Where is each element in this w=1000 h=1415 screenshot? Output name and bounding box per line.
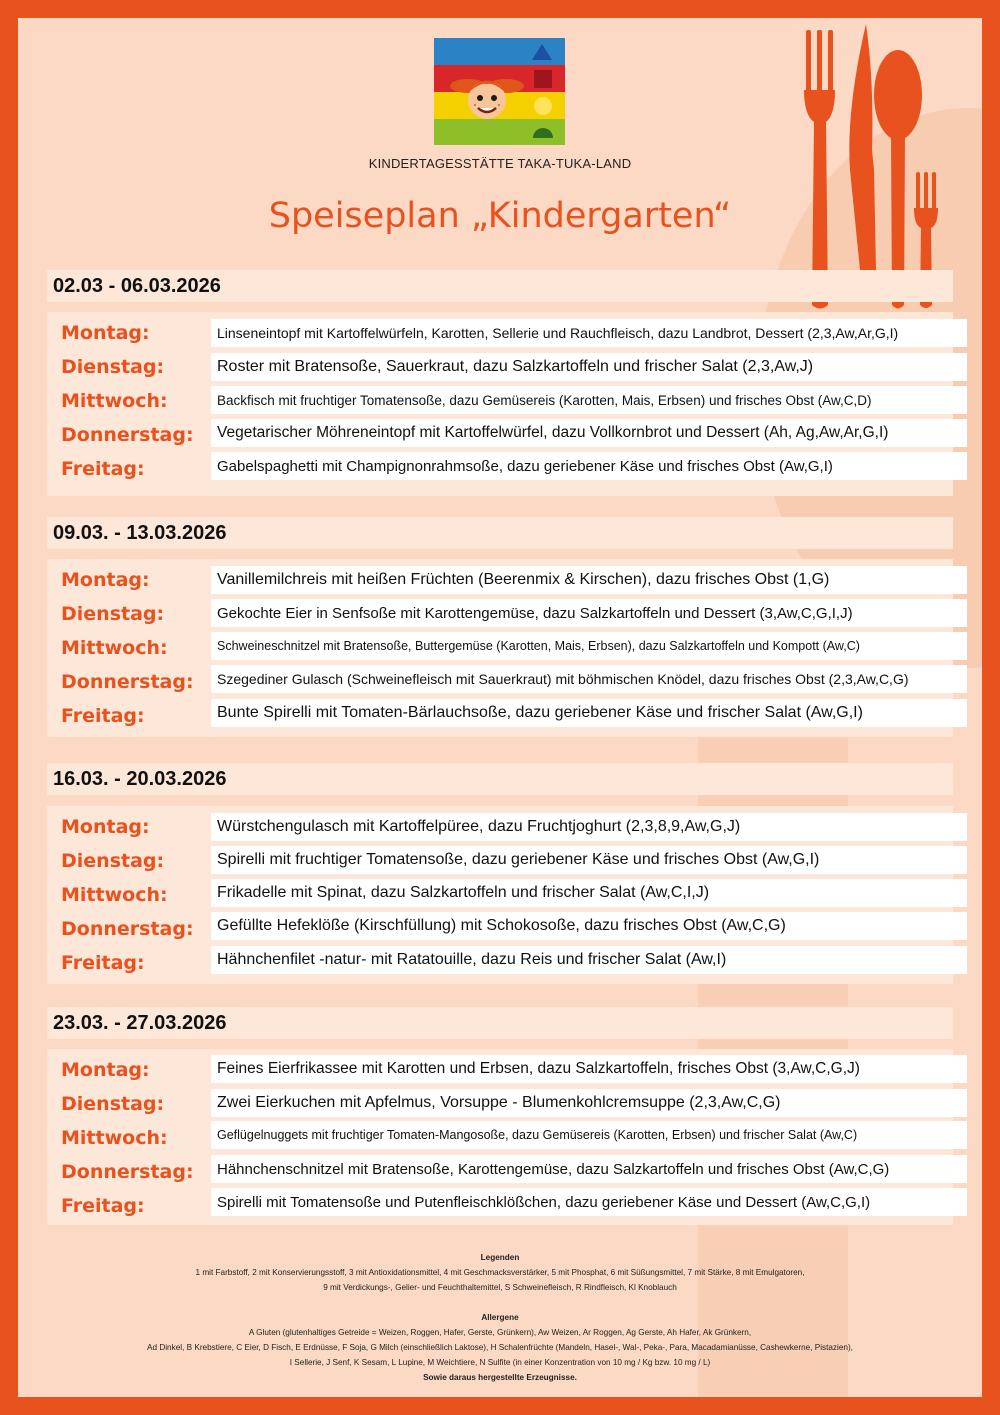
- day-label: Donnerstag:: [61, 671, 194, 693]
- page-title: Speiseplan „Kindergarten“: [268, 196, 732, 236]
- day-label: Montag:: [61, 1059, 150, 1081]
- allergen-line: A Gluten (glutenhaltiges Getreide = Weizen, Roggen, Hafer, Gerste, Grünkern), Aw Weizen, Ar Roggen, Ag Gerste, Ah Hafer, Ak Grünkern,: [248, 1328, 752, 1337]
- day-label: Mittwoch:: [61, 884, 168, 906]
- meal-entry: Vanillemilchreis mit heißen Früchten (Beerenmix & Kirschen), dazu frisches Obst (1,G): [211, 566, 967, 594]
- week-range: 23.03. - 27.03.2026: [53, 1012, 227, 1034]
- week-range: 16.03. - 20.03.2026: [53, 768, 227, 790]
- legend-line: 9 mit Verdickungs-, Gelier- und Feuchthaltemittel, S Schweinefleisch, R Rindfleisch, Kl Knoblauch: [323, 1283, 677, 1292]
- meal-entry: Zwei Eierkuchen mit Apfelmus, Vorsuppe - Blumenkohlcremsuppe (2,3,Aw,C,G): [211, 1089, 967, 1117]
- day-label: Dienstag:: [61, 356, 165, 378]
- meal-entry: Hähnchenschnitzel mit Bratensoße, Karottengemüse, dazu Salzkartoffeln und frisches Obst (Aw,C,G): [211, 1155, 967, 1183]
- allergen-title: Allergene: [481, 1313, 519, 1322]
- day-label: Dienstag:: [61, 1093, 165, 1115]
- school-name: KINDERTAGESSTÄTTE TAKA-TUKA-LAND: [368, 156, 632, 171]
- week-table: [47, 312, 953, 496]
- day-label: Freitag:: [61, 1195, 145, 1217]
- meal-entry: Gekochte Eier in Senfsoße mit Karottengemüse, dazu Salzkartoffeln und Dessert (3,Aw,C,G,I,J): [211, 599, 967, 627]
- day-label: Mittwoch:: [61, 1127, 168, 1149]
- day-label: Montag:: [61, 816, 150, 838]
- week-table: [47, 559, 953, 737]
- cutlery-icon: [788, 20, 958, 310]
- day-label: Montag:: [61, 569, 150, 591]
- kita-logo: [434, 38, 565, 145]
- legend-line: 1 mit Farbstoff, 2 mit Konservierungsstoff, 3 mit Antioxidationsmittel, 4 mit Geschmacksverstärker, 5 mit Phosphat, 6 mit Süßungsmittel, 7 mit Stärke, 8 mit Emulgatoren,: [195, 1268, 805, 1277]
- week-header: [47, 763, 953, 795]
- day-label: Freitag:: [61, 458, 145, 480]
- day-label: Montag:: [61, 322, 150, 344]
- day-label: Donnerstag:: [61, 1161, 194, 1183]
- meal-entry: Roster mit Bratensoße, Sauerkraut, dazu Salzkartoffeln und frischer Salat (2,3,Aw,J): [211, 353, 967, 381]
- meal-entry: Hähnchenfilet -natur- mit Ratatouille, dazu Reis und frischer Salat (Aw,I): [211, 946, 967, 974]
- meal-entry: Feines Eierfrikassee mit Karotten und Erbsen, dazu Salzkartoffeln, frisches Obst (3,Aw,C,G,J): [211, 1055, 967, 1083]
- day-label: Mittwoch:: [61, 390, 168, 412]
- meal-entry: Spirelli mit fruchtiger Tomatensoße, dazu geriebener Käse und frisches Obst (Aw,G,I): [211, 846, 967, 874]
- meal-entry: Würstchengulasch mit Kartoffelpüree, dazu Fruchtjoghurt (2,3,8,9,Aw,G,J): [211, 813, 967, 841]
- meal-entry: Linseneintopf mit Kartoffelwürfeln, Karotten, Sellerie und Rauchfleisch, dazu Landbrot, Dessert (2,3,Aw,Ar,G,I): [211, 319, 967, 347]
- menu-page: [18, 18, 982, 1397]
- meal-entry: Bunte Spirelli mit Tomaten-Bärlauchsoße, dazu geriebener Käse und frischer Salat (Aw,G,I): [211, 699, 967, 727]
- day-label: Dienstag:: [61, 850, 165, 872]
- meal-entry: Szegediner Gulasch (Schweinefleisch mit Sauerkraut) mit böhmischen Knödel, dazu frisches Obst (2,3,Aw,C,G): [211, 665, 967, 693]
- week-table: [47, 806, 953, 984]
- meal-entry: Spirelli mit Tomatensoße und Putenfleischklößchen, dazu geriebener Käse und Dessert (Aw,C,G,I): [211, 1188, 967, 1216]
- week-header: [47, 270, 953, 302]
- legend-footer: Sowie daraus hergestellte Erzeugnisse.: [423, 1373, 577, 1382]
- week-header: [47, 517, 953, 549]
- meal-entry: Frikadelle mit Spinat, dazu Salzkartoffeln und frischer Salat (Aw,C,I,J): [211, 879, 967, 907]
- allergen-line: I Sellerie, J Senf, K Sesam, L Lupine, M Weichtiere, N Sulfite (in einer Konzentration von 10 mg / Kg bzw. 10 mg / L): [289, 1358, 711, 1367]
- meal-entry: Schweineschnitzel mit Bratensoße, Buttergemüse (Karotten, Mais, Erbsen), dazu Salzkartoffeln und Kompott (Aw,C): [211, 632, 967, 660]
- meal-entry: Gefüllte Hefeklöße (Kirschfüllung) mit Schokosoße, dazu frisches Obst (Aw,C,G): [211, 912, 967, 940]
- day-label: Freitag:: [61, 952, 145, 974]
- day-label: Freitag:: [61, 705, 145, 727]
- day-label: Mittwoch:: [61, 637, 168, 659]
- week-range: 09.03. - 13.03.2026: [53, 522, 227, 544]
- legend-title: Legenden: [480, 1253, 520, 1262]
- week-table: [47, 1049, 953, 1225]
- day-label: Donnerstag:: [61, 424, 194, 446]
- day-label: Donnerstag:: [61, 918, 194, 940]
- week-range: 02.03 - 06.03.2026: [53, 275, 221, 297]
- day-label: Dienstag:: [61, 603, 165, 625]
- allergen-line: Ad Dinkel, B Krebstiere, C Eier, D Fisch, E Erdnüsse, F Soja, G Milch (einschließlich Laktose), H Schalenfrüchte (Mandeln, Hasel-, Wal-, Peka-, Para, Macadamianüsse, Cashewkerne, Pistazien),: [147, 1343, 853, 1352]
- meal-entry: Gabelspaghetti mit Champignonrahmsoße, dazu geriebener Käse und frisches Obst (Aw,G,I): [211, 452, 967, 480]
- week-header: [47, 1007, 953, 1039]
- legend-block: [18, 1250, 982, 1385]
- meal-entry: Geflügelnuggets mit fruchtiger Tomaten-Mangosoße, dazu Gemüsereis (Karotten, Erbsen) und frischer Salat (Aw,C): [211, 1121, 967, 1149]
- meal-entry: Vegetarischer Möhreneintopf mit Kartoffelwürfel, dazu Vollkornbrot und Dessert (Ah, Ag,Aw,Ar,G,I): [211, 419, 967, 447]
- meal-entry: Backfisch mit fruchtiger Tomatensoße, dazu Gemüsereis (Karotten, Mais, Erbsen) und frisches Obst (Aw,C,D): [211, 386, 967, 414]
